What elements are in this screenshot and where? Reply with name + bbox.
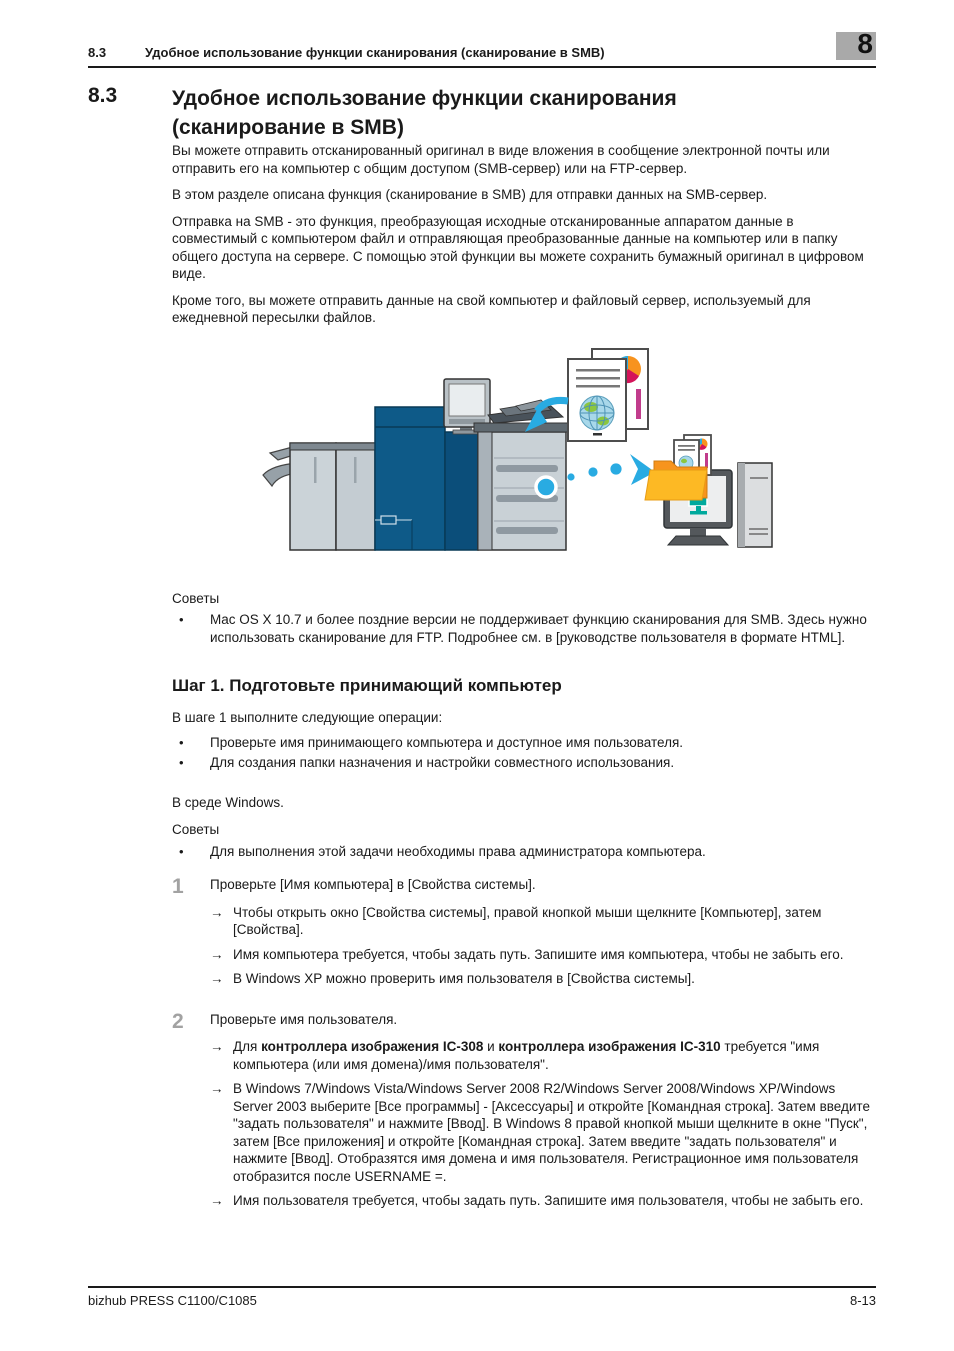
substep-text: Имя пользователя требуется, чтобы задать путь. Запишите имя пользователя, чтобы не забыть его. [233,1193,864,1208]
paragraph: Отправка на SMB - это функция, преобразующая исходные отсканированные аппаратом данные в совместимый с компьютером файл и отправляющая преобразованные данные на компьютер или в папку общего доступа на сервере. С помощью этой функции вы можете сохранить бумажный оригинал в цифровом виде. [172,213,864,281]
globe-icon [580,396,614,430]
step-1 [172,876,876,995]
tips-label: Советы [172,822,220,837]
intro-line: В шаге 1 выполните следующие операции: [172,710,443,725]
list-item-text: Для выполнения этой задачи необходимы права администратора компьютера. [210,843,706,859]
arrow-icon: → [210,1039,224,1054]
scanned-documents-icon [568,349,648,441]
send-point-icon [536,477,556,497]
environment-line: В среде Windows. [172,794,284,810]
arrow-icon: → [210,1081,224,1096]
list-item-text: Проверьте имя принимающего компьютера и доступное имя пользователя. [210,734,684,750]
list-item [172,754,876,772]
substep [210,904,876,939]
bullet-icon: • [179,843,184,859]
paragraph: Кроме того, вы можете отправить данные на свой компьютер и файловый сервер, используемый для ежедневной пересылки файлов. [172,292,811,325]
section-heading [88,84,876,142]
substep [210,1192,876,1210]
bullet-icon: • [179,612,184,627]
step-number: 1 [172,875,184,898]
substep-text-part: Для [233,1039,262,1054]
scan-to-smb-illustration [250,337,810,582]
list-item [172,843,876,861]
section-title-line2: (сканирование в SMB) [172,116,404,139]
operations-list [172,734,876,772]
list-item-text: Для создания папки назначения и настройки совместного использования. [210,755,675,770]
chapter-number: 8 [857,28,873,59]
step-section-intro [172,709,876,727]
footer-page-number: 8-13 [849,1293,876,1308]
arrow-icon: → [210,1193,224,1208]
step-body [210,1011,876,1217]
tips-list-1 [172,611,876,646]
section-title [172,84,677,142]
paragraph: В этом разделе описана функция (сканирование в SMB) для отправки данных на SMB-сервер. [172,187,768,202]
substep-text-part: требуется "имя компьютера (или имя домена)/имя пользователя". [233,1039,820,1072]
arrow-icon: → [210,971,224,986]
substep-text: В Windows 7/Windows Vista/Windows Server 2008 R2/Windows Server 2008/Windows XP/Windows Server 2003 выберите [Все программы] - [Аксессуары] и откройте [Командная строка]. Затем введите "задать пользователя" и нажмите [Ввод]. В Windows 8 правой кнопкой мыши щелкните в окне "Пуск", затем [Все приложения] и откройте [Командная строка]. Затем введите "задать пользователя" и нажмите [Ввод]. Отобразятся имя домена и имя пользователя. Регистрационное имя пользователя отобразится после USERNAME =. [233,1081,870,1184]
header-rule [88,66,876,68]
list-item [172,611,876,646]
arrow-icon: → [210,904,224,920]
list-item [172,734,876,752]
tips-label: Советы [172,590,220,606]
shared-folder-icon [645,461,707,500]
section-number: 8.3 [88,84,118,107]
substep-text [233,1038,876,1073]
arrow-icon: → [210,946,224,962]
bullet-icon: • [179,755,184,770]
substep-text: В Windows XP можно проверить имя пользователя в [Свойства системы]. [233,971,695,986]
step-text: Проверьте имя пользователя. [210,1011,398,1027]
computer-tower-icon [738,463,772,547]
chapter-tab [836,28,876,60]
controller-name: контроллера изображения IC-310 [498,1039,721,1054]
substep-text-part: и [483,1039,499,1054]
substep-text: Чтобы открыть окно [Свойства системы], правой кнопкой мыши щелкните [Компьютер], затем [Свойства]. [233,904,822,937]
step-text: Проверьте [Имя компьютера] в [Свойства системы]. [210,877,536,892]
substep [210,970,876,988]
footer-product-name: bizhub PRESS C1100/C1085 [88,1293,257,1308]
step-body [210,876,876,995]
substep-text: Имя компьютера требуется, чтобы задать путь. Запишите имя компьютера, чтобы не забыть его. [233,946,844,962]
tips-block-1 [172,590,876,608]
tips-list-2 [172,843,876,861]
header-section-number: 8.3 [88,45,107,60]
paragraph: Вы можете отправить отсканированный оригинал в виде вложения в сообщение электронной почты или отправить его на компьютер с общим доступом (SMB-сервер) или на FTP-сервер. [172,143,830,176]
step-section-heading: Шаг 1. Подготовьте принимающий компьютер [172,676,562,695]
section-title-line1: Удобное использование функции сканирования [172,87,677,110]
intro-paragraphs [172,142,876,327]
substep [210,946,876,964]
content-frame [88,28,876,1217]
controller-name: контроллера изображения IC-308 [261,1039,484,1054]
page-footer [88,1286,876,1308]
substep [210,1038,876,1073]
step-number: 2 [172,1009,184,1033]
substep [210,1080,876,1185]
press-machine-icon [263,379,570,550]
running-header [88,28,876,66]
header-title: Удобное использование функции сканирования (сканирование в SMB) [145,45,605,60]
list-item-text: Mac OS X 10.7 и более поздние версии не поддерживает функцию сканирования для SMB. Здесь нужно использовать сканирование для FTP. Подробнее см. в [руководстве пользователя в формате HTML]. [210,612,867,645]
environment-note [172,794,876,839]
bullet-icon: • [179,734,184,750]
step-2 [172,1011,876,1217]
